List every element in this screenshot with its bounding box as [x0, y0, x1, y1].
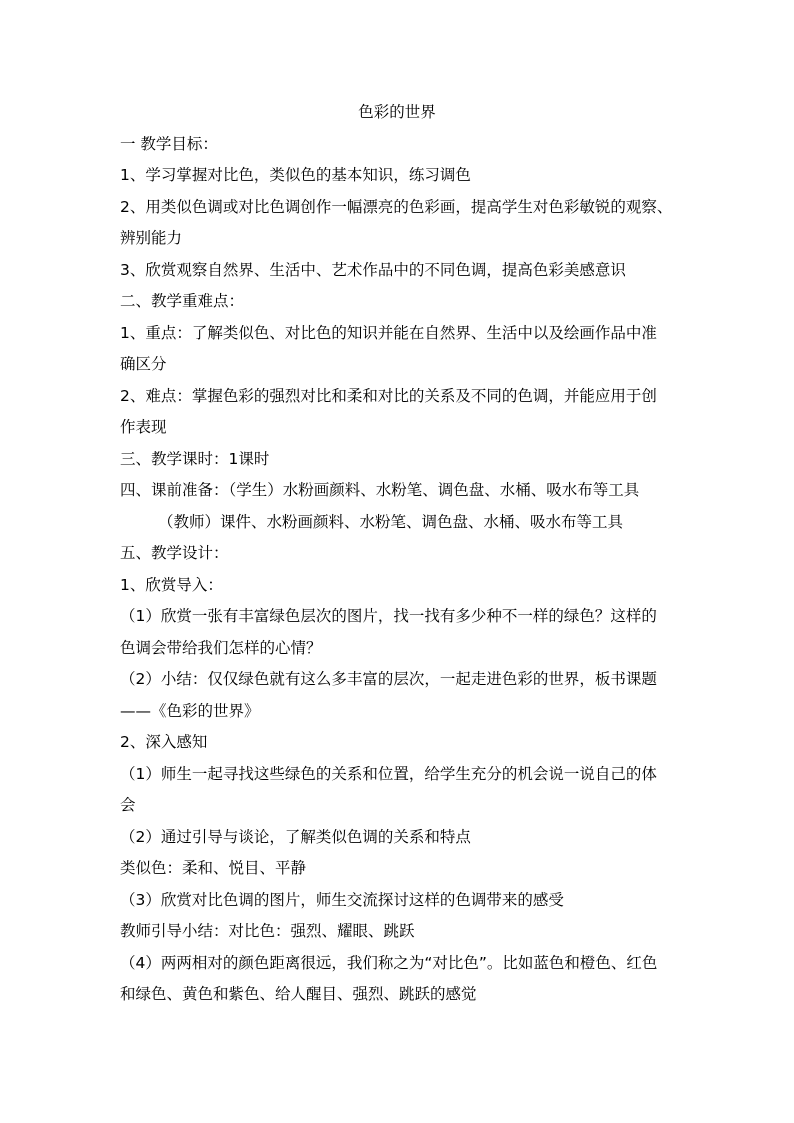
paragraph-line: 2、难点：掌握色彩的强烈对比和柔和对比的关系及不同的色调，并能应用于创: [120, 387, 657, 405]
document-title: 色彩的世界: [358, 103, 436, 121]
paragraph-line: 3、欣赏观察自然界、生活中、艺术作品中的不同色调，提高色彩美感意识: [120, 261, 626, 279]
paragraph-line: （2）小结：仅仅绿色就有这么多丰富的层次，一起走进色彩的世界，板书课题: [120, 670, 657, 688]
paragraph-line: 1、学习掌握对比色，类似色的基本知识，练习调色: [120, 166, 471, 184]
paragraph-line: 辨别能力: [120, 229, 183, 247]
paragraph-line: 和绿色、黄色和紫色、给人醒目、强烈、跳跃的感觉: [120, 985, 477, 1003]
section-heading-class-hours: 三、教学课时：1课时: [120, 450, 270, 468]
section-heading-design: 五、教学设计：: [120, 544, 229, 562]
paragraph-line: 2、用类似色调或对比色调创作一幅漂亮的色彩画，提高学生对色彩敏锐的观察、: [120, 198, 673, 216]
paragraph-line: 2、深入感知: [120, 733, 208, 751]
paragraph-line: 色调会带给我们怎样的心情？: [120, 639, 322, 657]
paragraph-line: 教师引导小结：对比色：强烈、耀眼、跳跃: [120, 922, 415, 940]
paragraph-line: （4）两两相对的颜色距离很远，我们称之为“对比色”。比如蓝色和橙色、红色: [120, 954, 658, 972]
paragraph-line: 作表现: [120, 418, 167, 436]
paragraph-line: 1、欣赏导入：: [120, 576, 223, 594]
paragraph-line: （教师）课件、水粉画颜料、水粉笔、调色盘、水桶、吸水布等工具: [158, 513, 624, 531]
paragraph-line: 会: [120, 796, 136, 814]
paragraph-line: 确区分: [120, 355, 167, 373]
paragraph-line: ——《色彩的世界》: [120, 702, 260, 720]
paragraph-line: 类似色：柔和、悦目、平静: [120, 859, 307, 877]
paragraph-line: （1）师生一起寻找这些绿色的关系和位置，给学生充分的机会说一说自己的体: [120, 765, 657, 783]
section-heading-objectives: 一 教学目标：: [120, 135, 218, 153]
paragraph-line: （2）通过引导与谈论，了解类似色调的关系和特点: [120, 828, 471, 846]
section-heading-key-points: 二、教学重难点：: [120, 292, 245, 310]
section-heading-preparation: 四、课前准备：（学生）水粉画颜料、水粉笔、调色盘、水桶、吸水布等工具: [120, 481, 640, 499]
paragraph-line: （3）欣赏对比色调的图片，师生交流探讨这样的色调带来的感受: [120, 891, 564, 909]
paragraph-line: （1）欣赏一张有丰富绿色层次的图片，找一找有多少种不一样的绿色？这样的: [120, 607, 657, 625]
paragraph-line: 1、重点：了解类似色、对比色的知识并能在自然界、生活中以及绘画作品中准: [120, 324, 657, 342]
